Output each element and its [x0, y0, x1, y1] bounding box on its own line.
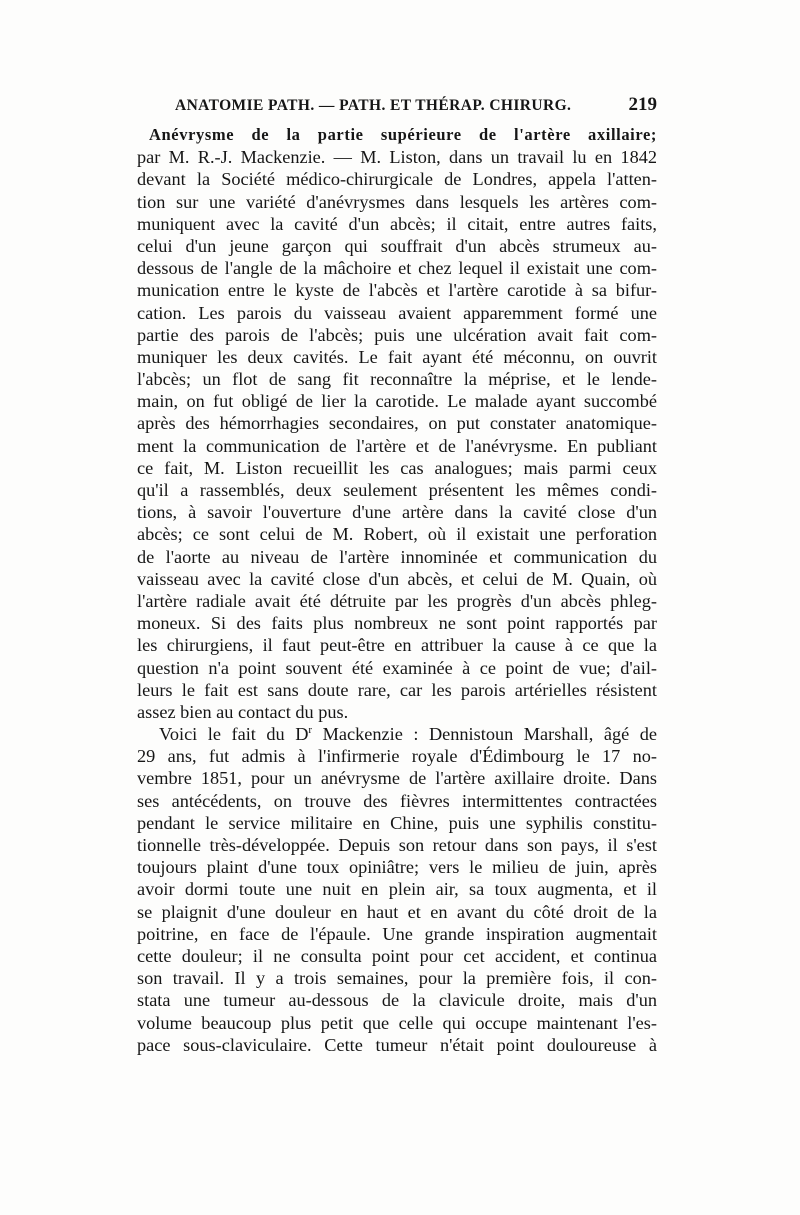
text-line: tion sur une variété d'anévrysmes dans lesquels les artères com-	[137, 191, 657, 212]
paragraph-2	[137, 723, 657, 1056]
text-line: vaisseau avec la cavité close d'un abcès, et celui de M. Quain, où	[137, 568, 657, 589]
text-line: abcès; ce sont celui de M. Robert, où il existait une perforation	[137, 524, 657, 545]
text-line: se plaignit d'une douleur en haut et en avant du côté droit de la	[137, 901, 657, 922]
text-line: partie des parois de l'abcès; puis une ulcération avait fait com-	[137, 324, 657, 345]
page-number: 219	[628, 94, 657, 115]
text-line: muniquer les deux cavités. Le fait ayant été méconnu, on ouvrit	[137, 346, 657, 367]
running-header	[137, 94, 657, 124]
text-line: vembre 1851, pour un anévrysme de l'artère axillaire droite. Dans	[137, 768, 657, 789]
text-line: qu'il a rassemblés, deux seulement présentent les mêmes condi-	[137, 480, 657, 500]
text-line: munication entre le kyste de l'abcès et l'artère carotide à sa bifur-	[137, 280, 657, 301]
text-line: question n'a point souvent été examinée à ce point de vue; d'ail-	[137, 657, 657, 678]
text-line: moneux. Si des faits plus nombreux ne sont point rapportés par	[137, 613, 657, 634]
text-line: cette douleur; il ne consulta point pour cet accident, et continua	[137, 945, 657, 966]
text-line: avoir dormi toute une nuit en plein air, sa toux augmenta, et il	[137, 879, 657, 900]
text-line: après des hémorrhagies secondaires, on put constater anatomique-	[137, 413, 657, 434]
text-line: poitrine, en face de l'épaule. Une grande inspiration augmentait	[137, 923, 657, 944]
superscript: r	[308, 723, 313, 736]
text-line: cation. Les parois du vaisseau avaient apparemment formé une	[137, 302, 657, 323]
text-line: celui d'un jeune garçon qui souffrait d'un abcès strumeux au-	[137, 235, 657, 256]
text-line: de l'aorte au niveau de l'artère innominée et communication du	[137, 546, 657, 567]
text-line: tionnelle très-développée. Depuis son retour dans son pays, il s'est	[137, 835, 657, 855]
text-line: son travail. Il y a trois semaines, pour la première fois, il con-	[137, 968, 657, 989]
text-line: tions, à savoir l'ouverture d'une artère dans la cavité close d'un	[137, 502, 657, 523]
text-line: leurs le fait est sans doute rare, car les parois artérielles résistent	[137, 679, 657, 700]
text-fragment: Voici le fait du D	[159, 724, 309, 745]
text-line: par M. R.-J. Mackenzie. — M. Liston, dans un travail lu en 1842	[137, 147, 657, 168]
page-text	[137, 94, 657, 1056]
text-fragment: Mackenzie : Dennistoun Marshall, âgé de	[312, 724, 657, 745]
text-line: toujours plaint d'une toux opiniâtre; vers le milieu de juin, après	[137, 857, 657, 878]
text-line: devant la Société médico-chirurgicale de Londres, appela l'atten-	[137, 169, 657, 190]
text-line: muniquent avec la cavité d'un abcès; il citait, entre autres faits,	[137, 213, 657, 234]
text-line: assez bien au contact du pus.	[137, 701, 349, 722]
text-line: stata une tumeur au-dessous de la clavicule droite, mais d'un	[137, 990, 657, 1011]
text-line: main, on fut obligé de lier la carotide. Le malade ayant succombé	[137, 391, 657, 412]
text-line: volume beaucoup plus petit que celle qui occupe maintenant l'es-	[137, 1012, 657, 1033]
text-line: l'abcès; un flot de sang fit reconnaître la méprise, et le lende-	[137, 369, 657, 390]
text-line: ses antécédents, on trouve des fièvres intermittentes contractées	[137, 790, 657, 811]
text-line: ment la communication de l'artère et de l'anévrysme. En publiant	[137, 435, 657, 456]
running-title: ANATOMIE PATH. — PATH. ET THÉRAP. CHIRURG.	[175, 97, 572, 114]
text-line: pendant le service militaire en Chine, puis une syphilis constitu-	[137, 812, 657, 833]
text-line: pace sous-claviculaire. Cette tumeur n'était point douloureuse à	[137, 1034, 657, 1055]
paragraph-1	[137, 146, 657, 723]
text-line: les chirurgiens, il faut peut-être en attribuer la cause à ce que la	[137, 635, 657, 656]
text-line: ce fait, M. Liston recueillit les cas analogues; mais parmi ceux	[137, 457, 657, 478]
paragraph-first-line	[137, 723, 657, 745]
text-line: l'artère radiale avait été détruite par les progrès d'un abcès phleg-	[137, 590, 657, 611]
text-line: dessous de l'angle de la mâchoire et chez lequel il existait une com-	[137, 258, 657, 279]
text-line: 29 ans, fut admis à l'infirmerie royale d'Édimbourg le 17 no-	[137, 746, 657, 767]
article-title: Anévrysme de la partie supérieure de l'artère axillaire;	[149, 125, 657, 144]
